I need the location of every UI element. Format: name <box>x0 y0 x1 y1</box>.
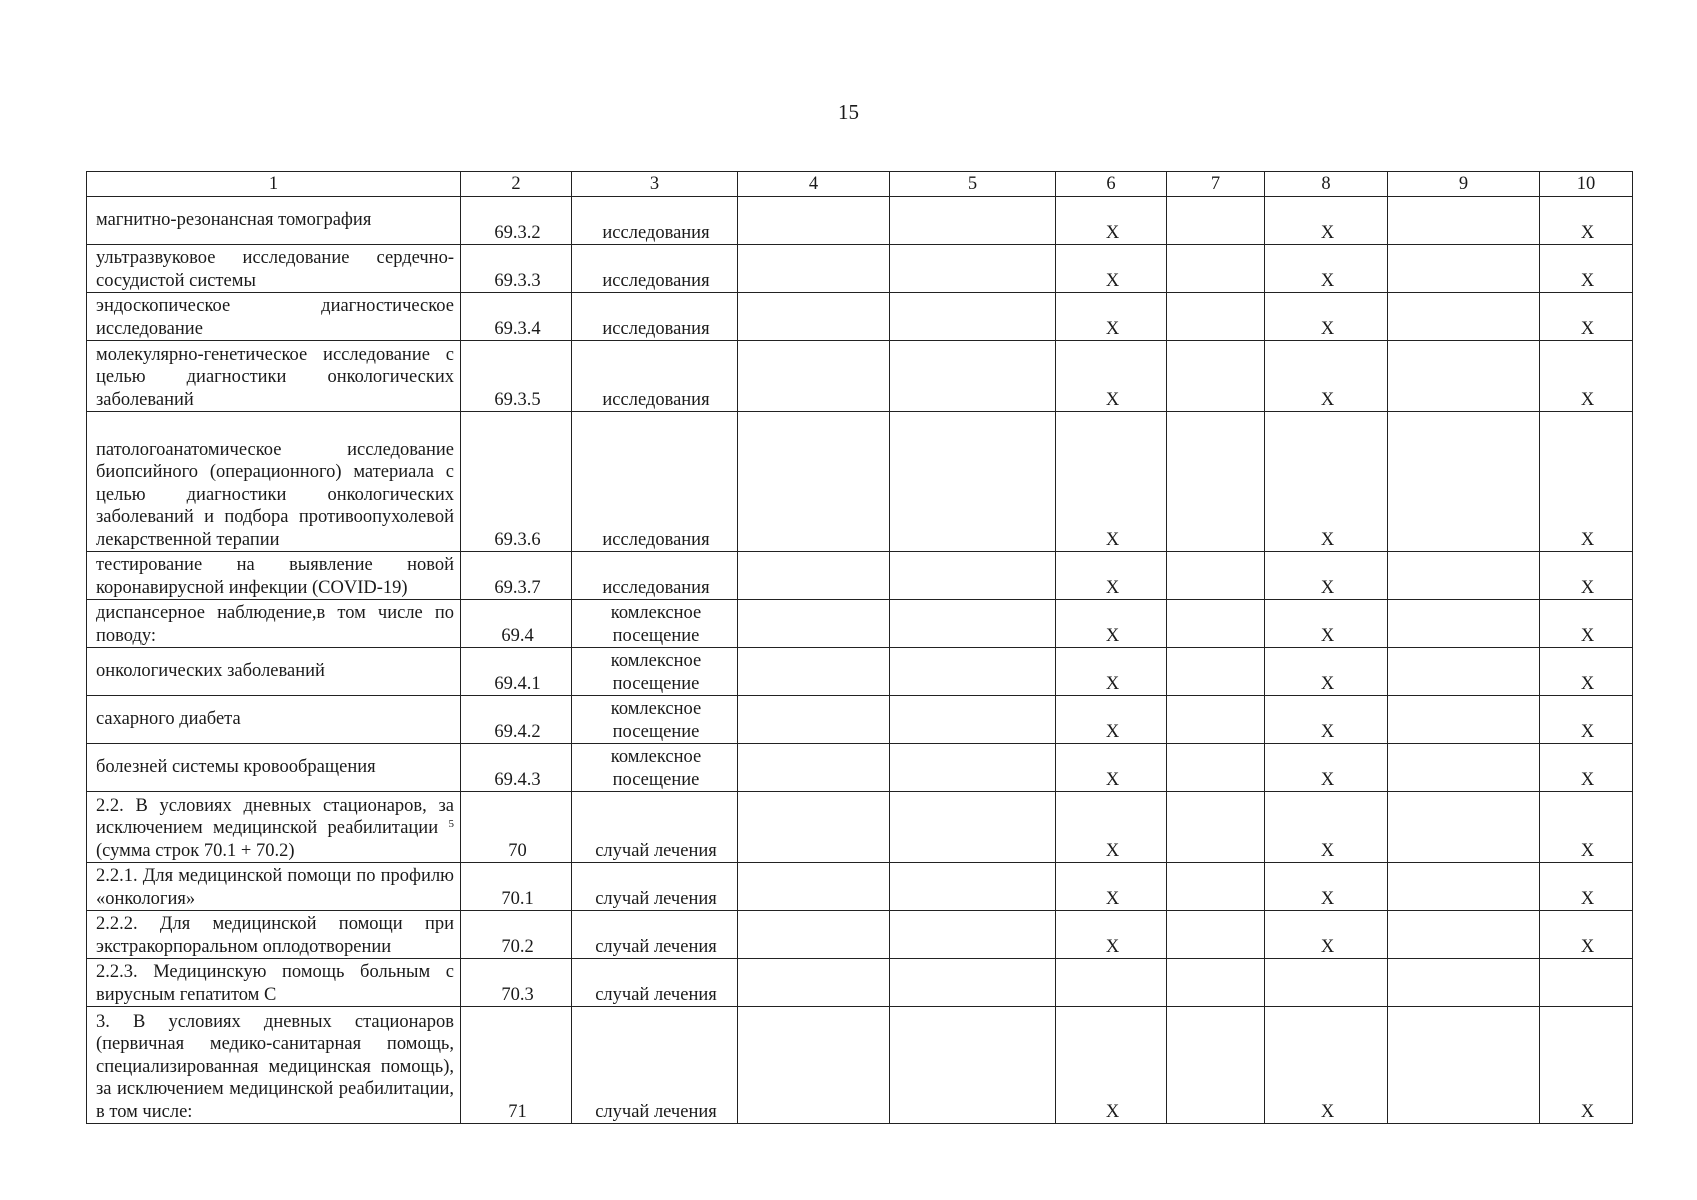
table-row <box>87 412 1633 552</box>
row-cell-7 <box>1167 863 1265 911</box>
row-cell-9 <box>1388 412 1540 552</box>
row-cell-10: X <box>1540 245 1633 293</box>
row-cell-9 <box>1388 959 1540 1007</box>
row-cell-6: X <box>1056 696 1167 744</box>
row-cell-8: X <box>1265 863 1388 911</box>
table-row <box>87 744 1633 792</box>
row-cell-9 <box>1388 341 1540 412</box>
header-cell-2: 2 <box>461 172 572 197</box>
row-cell-5 <box>890 341 1056 412</box>
row-cell-6: X <box>1056 197 1167 245</box>
row-cell-5 <box>890 911 1056 959</box>
header-cell-6: 6 <box>1056 172 1167 197</box>
row-name: сахарного диабета <box>87 696 461 744</box>
row-cell-7 <box>1167 552 1265 600</box>
row-cell-8: X <box>1265 911 1388 959</box>
row-code: 69.3.7 <box>461 552 572 600</box>
table-row <box>87 648 1633 696</box>
row-cell-4 <box>738 552 890 600</box>
row-cell-4 <box>738 792 890 863</box>
row-cell-4 <box>738 197 890 245</box>
row-unit: случай лечения <box>572 959 738 1007</box>
row-cell-5 <box>890 1007 1056 1124</box>
row-code: 69.4 <box>461 600 572 648</box>
row-cell-10: X <box>1540 197 1633 245</box>
row-name: молекулярно-генетическое исследование с целью диагностики онкологических заболеваний <box>87 341 461 412</box>
row-name: тестирование на выявление новой коронавирусной инфекции (COVID-19) <box>87 552 461 600</box>
row-name: 2.2.1. Для медицинской помощи по профилю «онкология» <box>87 863 461 911</box>
row-cell-8: X <box>1265 245 1388 293</box>
header-cell-3: 3 <box>572 172 738 197</box>
row-name: онкологических заболеваний <box>87 648 461 696</box>
row-cell-9 <box>1388 293 1540 341</box>
row-cell-4 <box>738 412 890 552</box>
row-cell-8 <box>1265 959 1388 1007</box>
table-row <box>87 293 1633 341</box>
row-cell-8: X <box>1265 600 1388 648</box>
header-cell-1: 1 <box>87 172 461 197</box>
table-row <box>87 863 1633 911</box>
row-cell-10: X <box>1540 341 1633 412</box>
row-code: 69.4.1 <box>461 648 572 696</box>
row-cell-6: X <box>1056 600 1167 648</box>
header-cell-8: 8 <box>1265 172 1388 197</box>
row-unit: исследования <box>572 293 738 341</box>
row-cell-7 <box>1167 245 1265 293</box>
row-cell-10: X <box>1540 600 1633 648</box>
row-code: 69.3.4 <box>461 293 572 341</box>
row-cell-10: X <box>1540 696 1633 744</box>
row-name: ультразвуковое исследование сердечно-сосудистой системы <box>87 245 461 293</box>
row-cell-9 <box>1388 792 1540 863</box>
row-cell-4 <box>738 696 890 744</box>
row-cell-9 <box>1388 911 1540 959</box>
table-row <box>87 696 1633 744</box>
row-code: 70.3 <box>461 959 572 1007</box>
row-cell-4 <box>738 959 890 1007</box>
row-cell-5 <box>890 552 1056 600</box>
row-cell-7 <box>1167 412 1265 552</box>
row-cell-8: X <box>1265 293 1388 341</box>
row-name <box>87 792 461 863</box>
row-code: 70 <box>461 792 572 863</box>
row-cell-4 <box>738 293 890 341</box>
row-unit: комлексное посещение <box>572 648 738 696</box>
row-cell-10: X <box>1540 911 1633 959</box>
row-cell-6: X <box>1056 792 1167 863</box>
row-cell-6 <box>1056 959 1167 1007</box>
row-cell-6: X <box>1056 911 1167 959</box>
row-cell-7 <box>1167 911 1265 959</box>
row-cell-7 <box>1167 600 1265 648</box>
row-cell-5 <box>890 412 1056 552</box>
row-name-text-end: (сумма строк 70.1 + 70.2) <box>96 840 295 861</box>
row-cell-5 <box>890 293 1056 341</box>
row-cell-7 <box>1167 744 1265 792</box>
row-cell-8: X <box>1265 552 1388 600</box>
row-cell-10: X <box>1540 744 1633 792</box>
row-cell-5 <box>890 863 1056 911</box>
table-row <box>87 1007 1633 1124</box>
row-unit: исследования <box>572 341 738 412</box>
row-cell-8: X <box>1265 648 1388 696</box>
row-cell-7 <box>1167 648 1265 696</box>
row-cell-4 <box>738 1007 890 1124</box>
page-number: 15 <box>838 100 859 124</box>
table-row <box>87 197 1633 245</box>
table-row <box>87 959 1633 1007</box>
row-cell-10: X <box>1540 1007 1633 1124</box>
row-cell-7 <box>1167 696 1265 744</box>
row-code: 69.3.2 <box>461 197 572 245</box>
row-cell-4 <box>738 744 890 792</box>
row-cell-7 <box>1167 293 1265 341</box>
row-name: патологоанатомическое исследование биопсийного (операционного) материала с целью диагностики онкологических заболеваний и подбора противоопухолевой лекарственной терапии <box>87 412 461 552</box>
row-code: 69.3.6 <box>461 412 572 552</box>
row-cell-10: X <box>1540 792 1633 863</box>
row-cell-8: X <box>1265 696 1388 744</box>
data-table <box>86 171 1633 1124</box>
row-cell-9 <box>1388 197 1540 245</box>
row-unit: исследования <box>572 197 738 245</box>
row-cell-8: X <box>1265 412 1388 552</box>
row-cell-9 <box>1388 696 1540 744</box>
header-row <box>87 172 1633 197</box>
row-cell-6: X <box>1056 863 1167 911</box>
row-unit: случай лечения <box>572 1007 738 1124</box>
header-cell-5: 5 <box>890 172 1056 197</box>
row-cell-6: X <box>1056 648 1167 696</box>
table-row <box>87 600 1633 648</box>
row-cell-6: X <box>1056 245 1167 293</box>
row-name-text: 2.2. В условиях дневных стационаров, за исключением медицинской реабилитации <box>96 795 454 838</box>
row-unit: исследования <box>572 552 738 600</box>
row-cell-10: X <box>1540 648 1633 696</box>
row-unit: случай лечения <box>572 863 738 911</box>
row-cell-9 <box>1388 552 1540 600</box>
row-cell-4 <box>738 863 890 911</box>
row-name: болезней системы кровообращения <box>87 744 461 792</box>
table-row <box>87 792 1633 863</box>
row-cell-8: X <box>1265 744 1388 792</box>
row-cell-10: X <box>1540 293 1633 341</box>
header-cell-7: 7 <box>1167 172 1265 197</box>
row-code: 69.4.3 <box>461 744 572 792</box>
row-cell-5 <box>890 648 1056 696</box>
row-cell-5 <box>890 744 1056 792</box>
row-cell-8: X <box>1265 197 1388 245</box>
row-name: 2.2.2. Для медицинской помощи при экстракорпоральном оплодотворении <box>87 911 461 959</box>
row-cell-7 <box>1167 341 1265 412</box>
row-cell-10: X <box>1540 863 1633 911</box>
row-name: магнитно-резонансная томография <box>87 197 461 245</box>
table-row <box>87 911 1633 959</box>
row-cell-7 <box>1167 792 1265 863</box>
row-cell-4 <box>738 911 890 959</box>
row-cell-10: X <box>1540 552 1633 600</box>
row-cell-5 <box>890 959 1056 1007</box>
row-code: 69.3.3 <box>461 245 572 293</box>
row-unit: исследования <box>572 412 738 552</box>
row-unit: исследования <box>572 245 738 293</box>
table-row <box>87 245 1633 293</box>
row-cell-7 <box>1167 959 1265 1007</box>
row-cell-6: X <box>1056 341 1167 412</box>
row-cell-6: X <box>1056 1007 1167 1124</box>
row-code: 70.2 <box>461 911 572 959</box>
row-cell-7 <box>1167 1007 1265 1124</box>
row-cell-4 <box>738 245 890 293</box>
row-cell-9 <box>1388 648 1540 696</box>
row-name: диспансерное наблюдение,в том числе по поводу: <box>87 600 461 648</box>
row-cell-5 <box>890 245 1056 293</box>
row-name: 2.2.3. Медицинскую помощь больным с вирусным гепатитом С <box>87 959 461 1007</box>
row-cell-4 <box>738 648 890 696</box>
row-cell-6: X <box>1056 744 1167 792</box>
row-cell-5 <box>890 197 1056 245</box>
row-cell-6: X <box>1056 552 1167 600</box>
row-cell-8: X <box>1265 1007 1388 1124</box>
row-code: 69.4.2 <box>461 696 572 744</box>
row-cell-5 <box>890 600 1056 648</box>
row-code: 70.1 <box>461 863 572 911</box>
row-code: 69.3.5 <box>461 341 572 412</box>
row-unit: случай лечения <box>572 911 738 959</box>
row-cell-4 <box>738 600 890 648</box>
row-cell-6: X <box>1056 293 1167 341</box>
footnote-mark: 5 <box>448 818 454 830</box>
row-name: эндоскопическое диагностическое исследование <box>87 293 461 341</box>
row-unit: комлексное посещение <box>572 600 738 648</box>
header-cell-10: 10 <box>1540 172 1633 197</box>
row-cell-9 <box>1388 863 1540 911</box>
row-unit: комлексное посещение <box>572 696 738 744</box>
row-cell-9 <box>1388 744 1540 792</box>
row-cell-9 <box>1388 245 1540 293</box>
row-cell-5 <box>890 696 1056 744</box>
table-row <box>87 552 1633 600</box>
row-cell-6: X <box>1056 412 1167 552</box>
header-cell-4: 4 <box>738 172 890 197</box>
row-name: 3. В условиях дневных стационаров (первичная медико-санитарная помощь, специализированная медицинская помощь), за исключением медицинской реабилитации, в том числе: <box>87 1007 461 1124</box>
row-cell-8: X <box>1265 341 1388 412</box>
row-cell-5 <box>890 792 1056 863</box>
header-cell-9: 9 <box>1388 172 1540 197</box>
row-cell-9 <box>1388 1007 1540 1124</box>
row-unit: комлексное посещение <box>572 744 738 792</box>
row-cell-4 <box>738 341 890 412</box>
row-unit: случай лечения <box>572 792 738 863</box>
row-code: 71 <box>461 1007 572 1124</box>
row-cell-8: X <box>1265 792 1388 863</box>
row-cell-7 <box>1167 197 1265 245</box>
table-row <box>87 341 1633 412</box>
row-cell-10 <box>1540 959 1633 1007</box>
row-cell-9 <box>1388 600 1540 648</box>
row-cell-10: X <box>1540 412 1633 552</box>
